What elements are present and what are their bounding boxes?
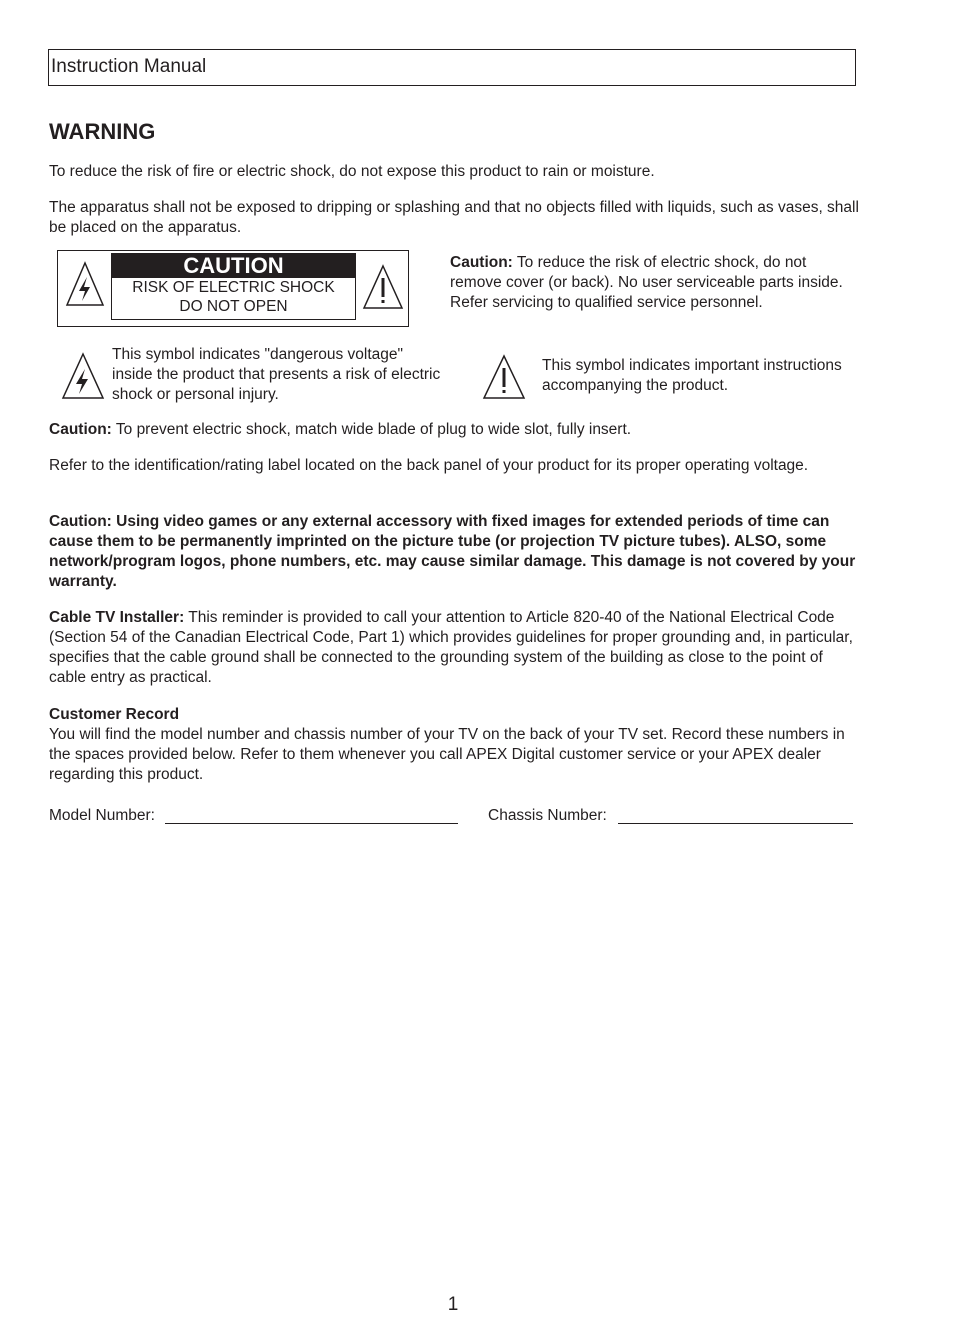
lightning-triangle-icon: [61, 352, 105, 400]
warning-paragraph-2: The apparatus shall not be exposed to dripping or splashing and that no objects filled with liquids, such as vases, shall be placed on the apparatus.: [49, 199, 859, 236]
plug-caution-body: To prevent electric shock, match wide blade of plug to wide slot, fully insert.: [111, 421, 632, 438]
model-number-label: Model Number:: [49, 807, 155, 824]
video-games-caution: Caution: Using video games or any external accessory with fixed images for extended periods of time can cause them to be permanently imprinted on the picture tube (or projection TV picture tubes). ALSO, some network/program logos, phone numbers, etc. may cause similar damage. This damage is not covered by your warranty.: [49, 513, 856, 590]
cover-caution-text: [450, 253, 855, 313]
caution-line-2: DO NOT OPEN: [179, 298, 288, 315]
cable-installer-label: Cable TV Installer:: [49, 609, 185, 626]
customer-record-text: You will find the model number and chassis number of your TV on the back of your TV set. Record these numbers in the spaces provided below. Refer to them whenever you call APEX Digital customer service or your APEX dealer regarding this product.: [49, 726, 845, 783]
chassis-number-label: Chassis Number:: [488, 807, 607, 824]
plug-caution: [49, 420, 859, 440]
cover-caution-body: To reduce the risk of electric shock, do not remove cover (or back). No user serviceable parts inside. Refer servicing to qualified service personnel.: [450, 254, 843, 311]
cable-installer-paragraph: [49, 608, 859, 688]
lightning-triangle-icon: [65, 261, 105, 307]
chassis-number-line: [618, 823, 853, 824]
rating-label-paragraph: Refer to the identification/rating label located on the back panel of your product for its proper operating voltage.: [49, 457, 809, 474]
model-number-line: [165, 823, 458, 824]
caution-label-box: [57, 250, 409, 327]
exclamation-symbol-text: This symbol indicates important instructions accompanying the product.: [542, 357, 842, 394]
cover-caution-label: Caution:: [450, 254, 513, 271]
exclamation-triangle-icon: [482, 354, 526, 400]
header-box: [48, 49, 856, 86]
caution-line-1: RISK OF ELECTRIC SHOCK: [132, 279, 335, 296]
manual-title: Instruction Manual: [51, 56, 207, 77]
page-number: 1: [447, 1294, 459, 1315]
caution-inner-box: [111, 253, 356, 320]
customer-record-heading: Customer Record: [49, 706, 180, 723]
caution-banner: CAUTION: [112, 254, 355, 278]
warning-heading: WARNING: [49, 119, 156, 144]
exclamation-triangle-icon: [362, 264, 404, 310]
warning-paragraph-1: To reduce the risk of fire or electric shock, do not expose this product to rain or moisture.: [49, 163, 655, 180]
cable-installer-body: This reminder is provided to call your attention to Article 820-40 of the National Electrical Code (Section 54 of the Canadian Electrical Code, Part 1) which provides guidelines for proper grounding and, in particular, specifies that the cable ground shall be connected to the grounding system of the building as close to the point of cable entry as practical.: [49, 609, 853, 686]
voltage-symbol-text: This symbol indicates "dangerous voltage" inside the product that presents a risk of electric shock or personal injury.: [112, 346, 441, 403]
plug-caution-label: Caution:: [49, 421, 112, 438]
